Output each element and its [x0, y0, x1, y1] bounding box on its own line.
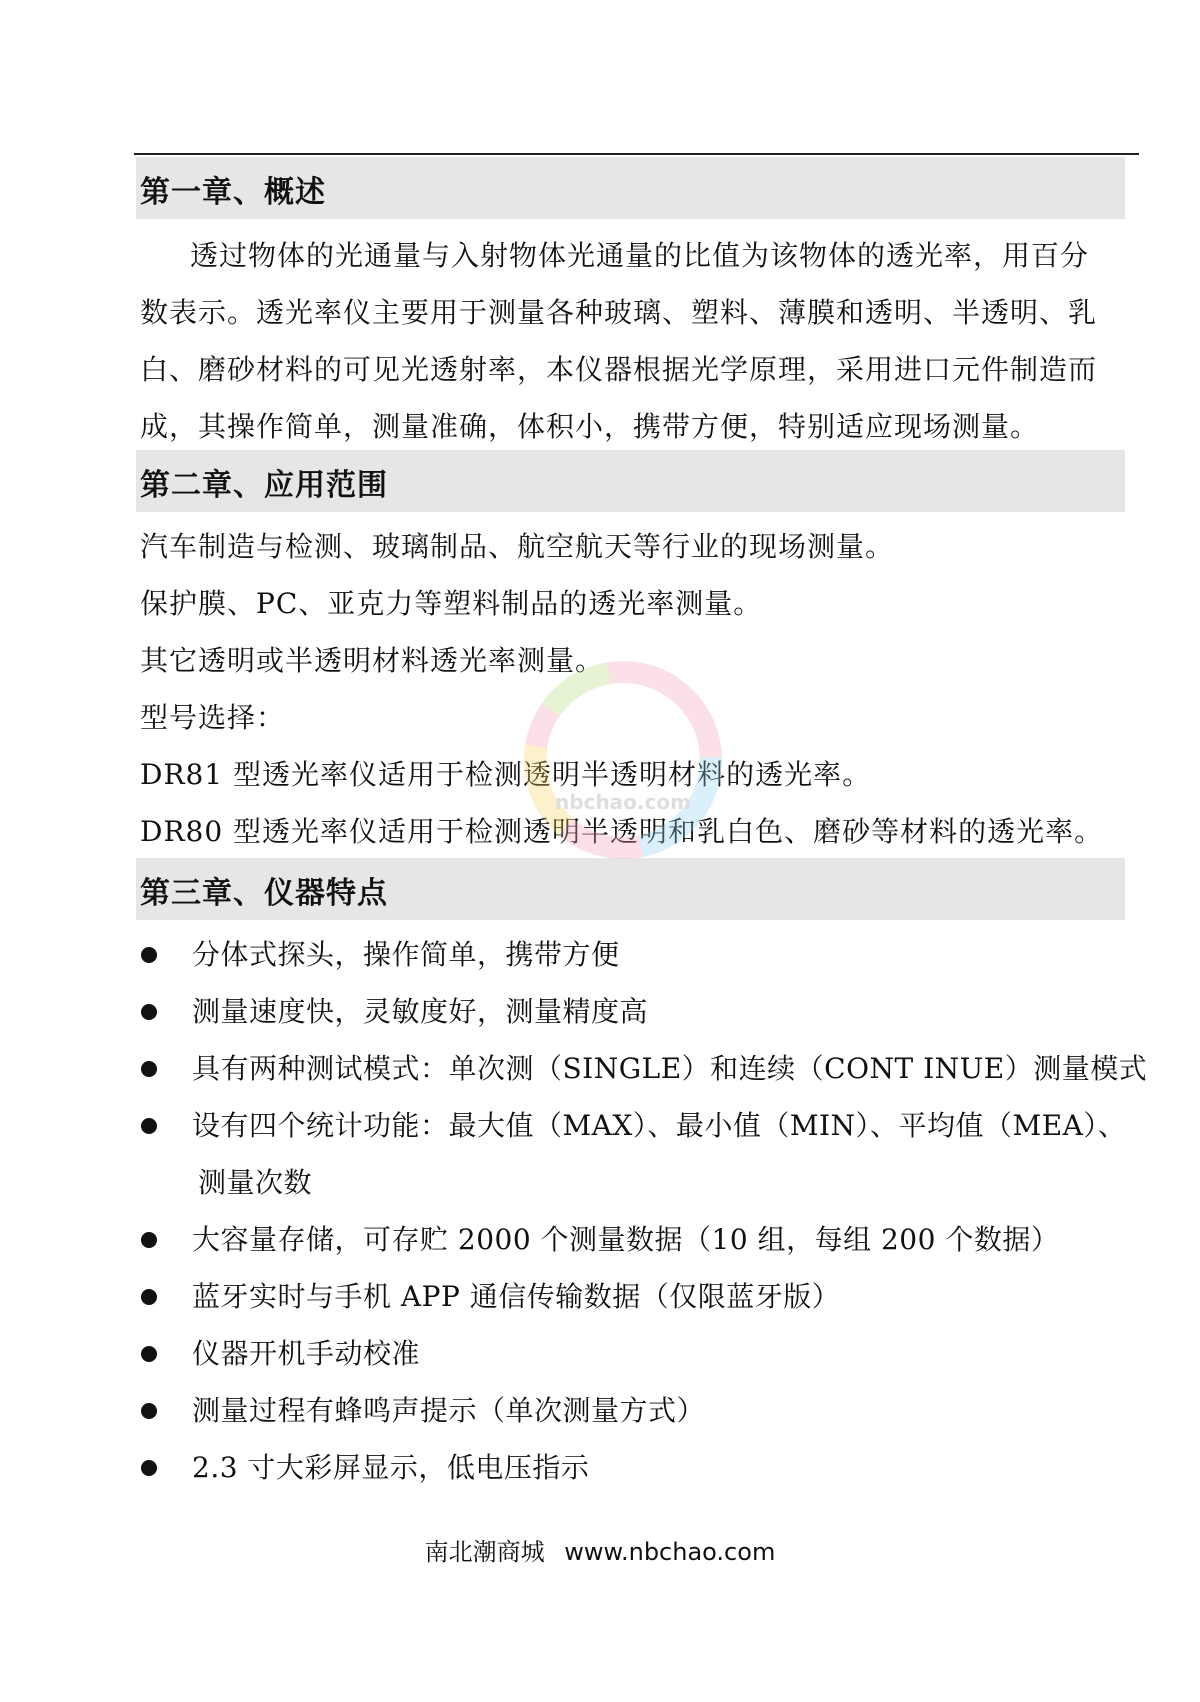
bullet-icon: [141, 1061, 157, 1077]
feature-text: 蓝牙实时与手机 APP 通信传输数据（仅限蓝牙版）: [192, 1280, 841, 1313]
feature-text: 设有四个统计功能：最大值（MAX）、最小值（MIN）、平均值（MEA）、: [192, 1109, 1127, 1142]
paragraph-line: 透过物体的光通量与入射物体光通量的比值为该物体的透光率，用百分: [190, 239, 1090, 272]
paragraph-line: 成，其操作简单，测量准确，体积小，携带方便，特别适应现场测量。: [140, 410, 1040, 443]
header-rule: [134, 153, 1139, 155]
bullet-icon: [141, 1346, 157, 1362]
paragraph-line: 数表示。透光率仪主要用于测量各种玻璃、塑料、薄膜和透明、半透明、乳: [140, 296, 1098, 329]
application-line: 保护膜、PC、亚克力等塑料制品的透光率测量。: [140, 587, 763, 620]
feature-text: 大容量存储，可存贮 2000 个测量数据（10 组，每组 200 个数据）: [192, 1223, 1060, 1256]
chapter-title: 第二章、应用范围: [140, 468, 388, 503]
bullet-icon: [141, 1232, 157, 1248]
bullet-icon: [141, 1118, 157, 1134]
model-selection-label: 型号选择：: [140, 701, 286, 734]
footer-store-name: 南北潮商城: [424, 1538, 545, 1566]
chapter-title: 第三章、仪器特点: [140, 876, 388, 911]
bullet-icon: [141, 1460, 157, 1476]
bullet-icon: [141, 1289, 157, 1305]
bullet-icon: [141, 1004, 157, 1020]
feature-text: 测量速度快，灵敏度好，测量精度高: [192, 995, 649, 1028]
page-footer: [0, 1532, 1200, 1567]
chapter-heading-features: [136, 858, 1125, 920]
bullet-icon: [141, 1403, 157, 1419]
feature-text: 具有两种测试模式：单次测（SINGLE）和连续（CONT INUE）测量模式: [192, 1052, 1148, 1085]
feature-text-continuation: 测量次数: [198, 1166, 313, 1199]
application-line: 其它透明或半透明材料透光率测量。: [140, 644, 605, 677]
watermark-text: nbchao.com: [555, 790, 691, 814]
application-line: 汽车制造与检测、玻璃制品、航空航天等行业的现场测量。: [140, 530, 895, 563]
chapter-title: 第一章、概述: [140, 175, 326, 210]
feature-text: 分体式探头，操作简单，携带方便: [192, 938, 620, 971]
feature-text: 2.3 寸大彩屏显示，低电压指示: [192, 1451, 590, 1484]
footer-url[interactable]: www.nbchao.com: [564, 1538, 776, 1566]
feature-text: 仪器开机手动校准: [192, 1337, 421, 1370]
model-line-dr80: DR80 型透光率仪适用于检测透明半透明和乳白色、磨砂等材料的透光率。: [140, 815, 1104, 848]
chapter-heading-overview: [136, 157, 1125, 219]
paragraph-line: 白、磨砂材料的可见光透射率，本仪器根据光学原理，采用进口元件制造而: [140, 353, 1098, 386]
model-line-dr81: DR81 型透光率仪适用于检测透明半透明材料的透光率。: [140, 758, 872, 791]
chapter-heading-applications: [136, 450, 1125, 512]
bullet-icon: [141, 947, 157, 963]
feature-text: 测量过程有蜂鸣声提示（单次测量方式）: [192, 1394, 706, 1427]
